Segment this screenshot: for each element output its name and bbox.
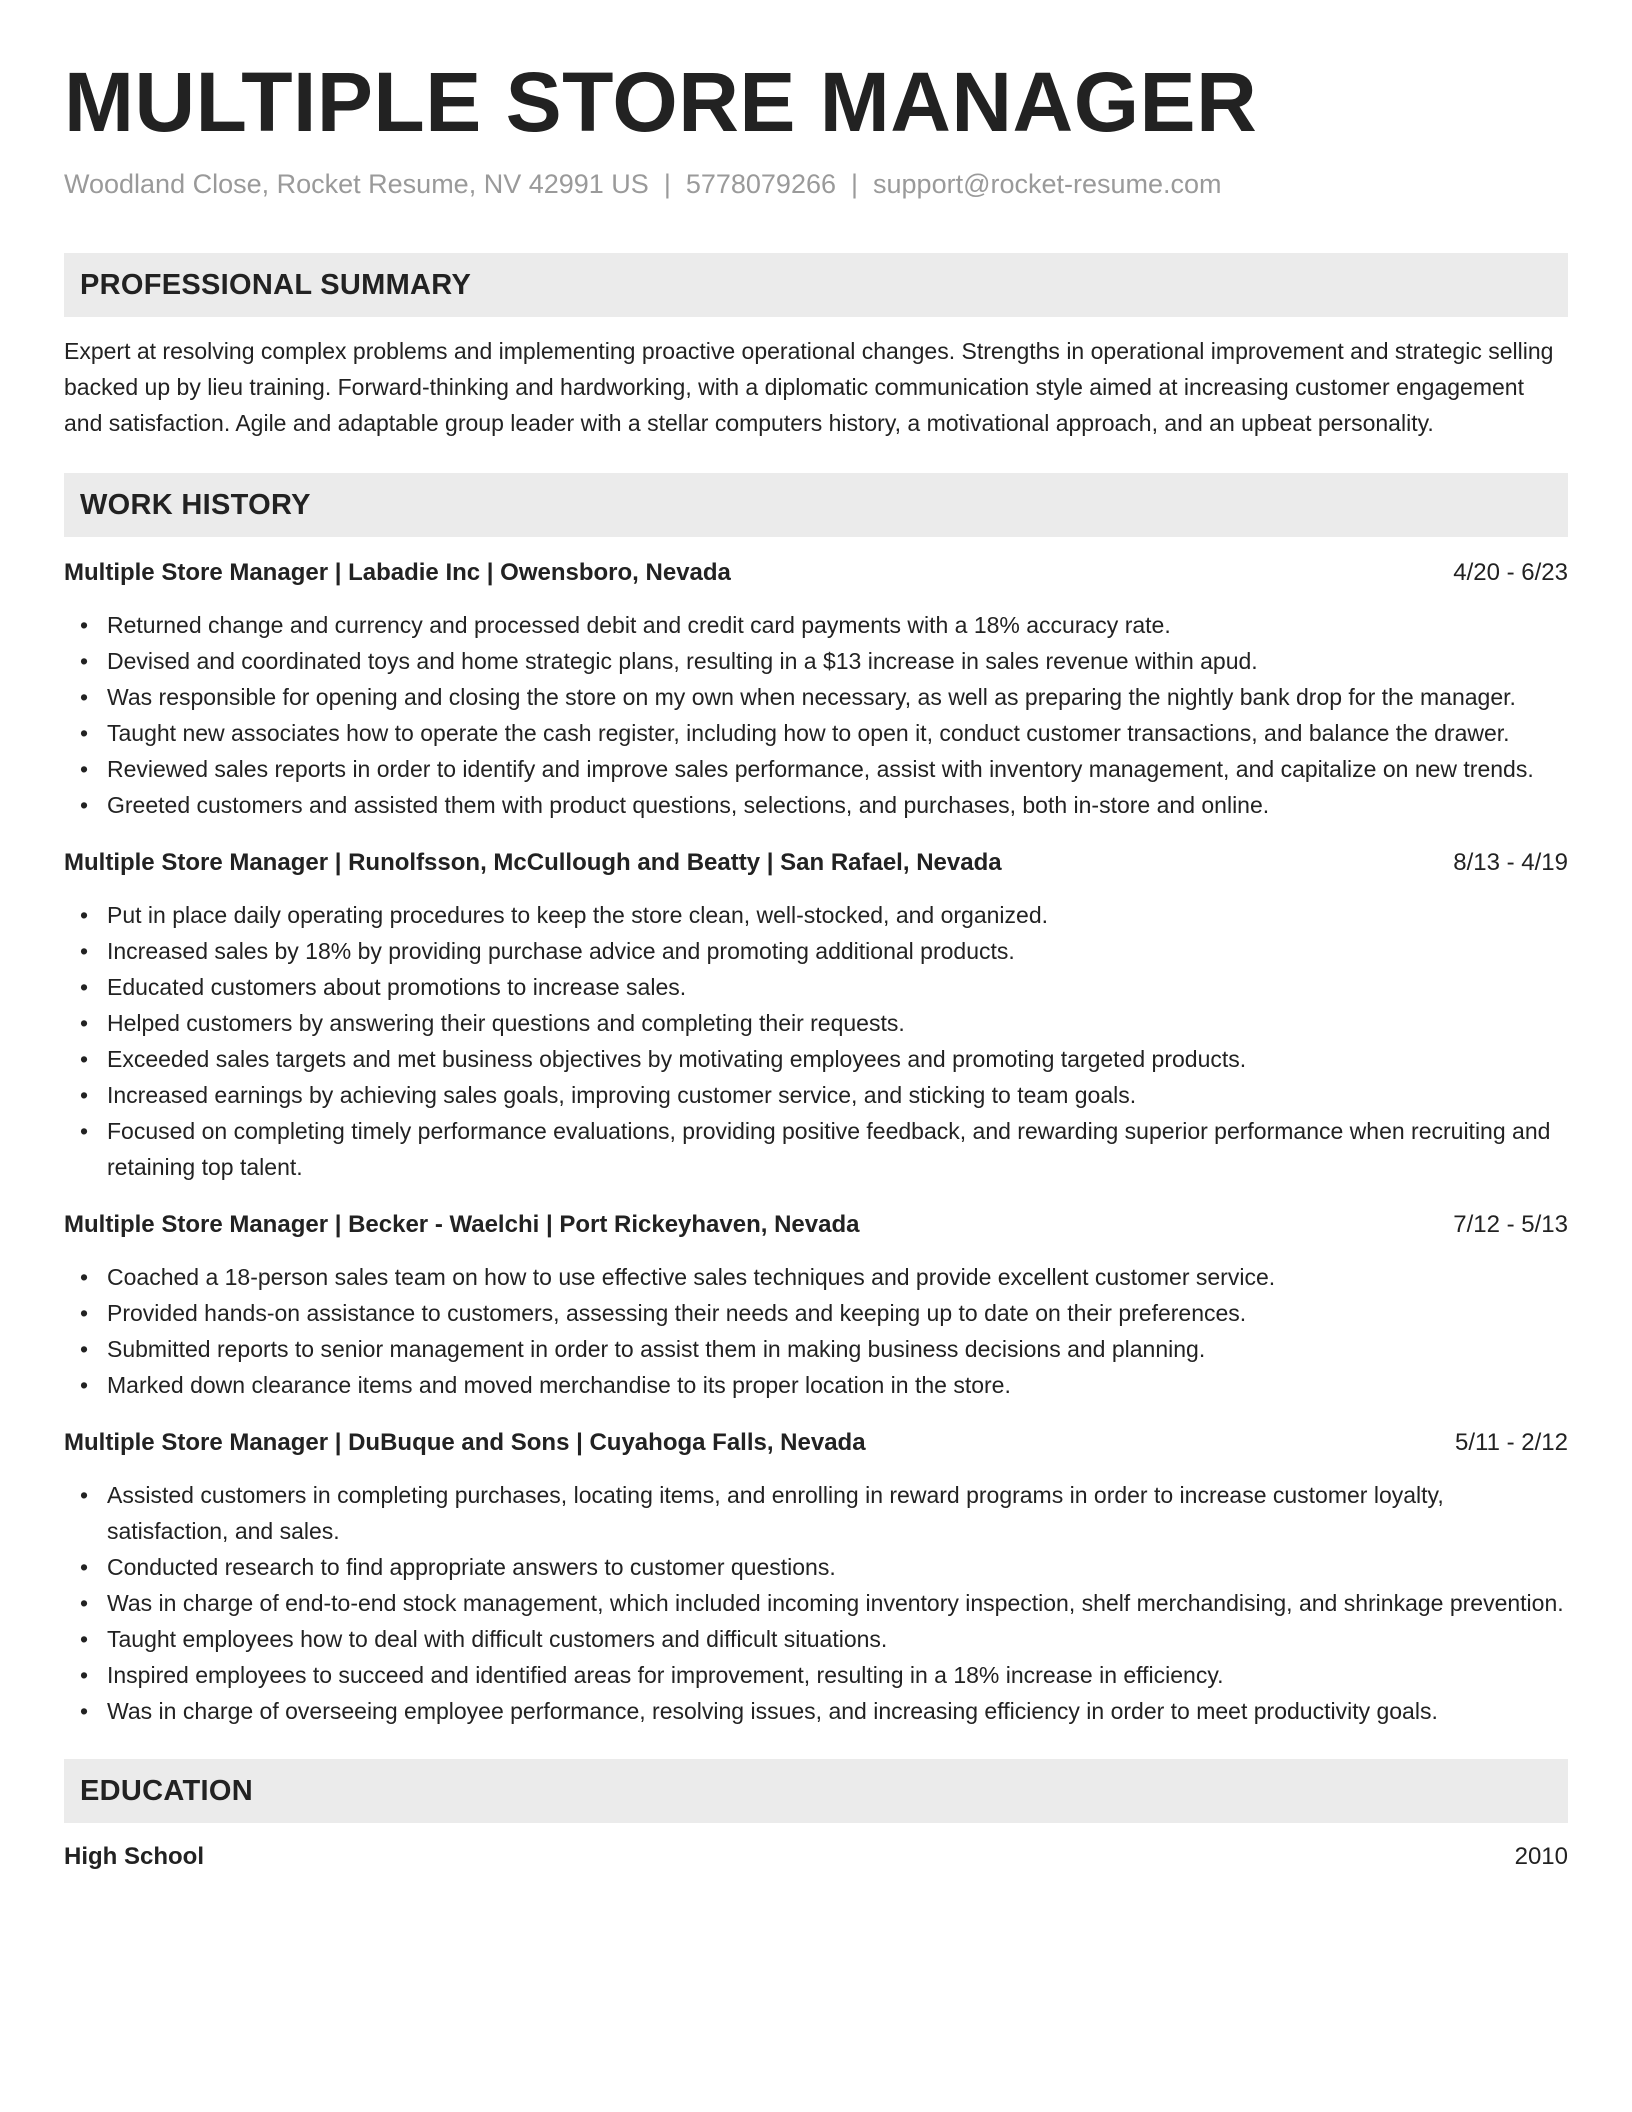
contact-separator: | [663,169,671,199]
job-bullets [64,897,1568,1185]
job-title: Multiple Store Manager | Becker - Waelchi | Port Rickeyhaven, Nevada [64,1211,860,1238]
bullet-icon: • [80,938,89,964]
job-bullet [64,1041,1568,1077]
job-bullet [64,1657,1568,1693]
job-title: Multiple Store Manager | Labadie Inc | Owensboro, Nevada [64,559,731,586]
job-entry [64,845,1568,1185]
job-bullet-text: Devised and coordinated toys and home strategic plans, resulting in a $13 increase in sales revenue within apud. [107,648,1258,674]
work-history-list [64,555,1568,1729]
contact-separator: | [851,169,859,199]
job-bullet-text: Helped customers by answering their questions and completing their requests. [107,1010,905,1036]
job-bullets [64,1259,1568,1403]
job-bullet [64,751,1568,787]
education-degree: High School [64,1843,204,1870]
job-entry [64,1425,1568,1729]
job-bullet-text: Taught employees how to deal with difficult customers and difficult situations. [107,1626,888,1652]
job-bullet [64,933,1568,969]
bullet-icon: • [80,1698,89,1724]
job-bullet [64,787,1568,823]
contact-line [64,166,1568,202]
bullet-icon: • [80,902,89,928]
job-bullet [64,1005,1568,1041]
job-bullet-text: Conducted research to find appropriate answers to customer questions. [107,1554,836,1580]
bullet-icon: • [80,684,89,710]
bullet-icon: • [80,1300,89,1326]
bullet-icon: • [80,1010,89,1036]
bullet-icon: • [80,974,89,1000]
job-bullet [64,643,1568,679]
contact-email: support@rocket-resume.com [873,169,1222,199]
job-bullet [64,1693,1568,1729]
contact-address: Woodland Close, Rocket Resume, NV 42991 US [64,169,649,199]
job-bullet [64,1477,1568,1549]
job-bullet-text: Was in charge of overseeing employee performance, resolving issues, and increasing efficiency in order to meet productivity goals. [107,1698,1438,1724]
job-bullet [64,1295,1568,1331]
bullet-icon: • [80,1554,89,1580]
job-title: Multiple Store Manager | DuBuque and Sons | Cuyahoga Falls, Nevada [64,1429,866,1456]
job-entry [64,555,1568,823]
job-bullet [64,969,1568,1005]
bullet-icon: • [80,1662,89,1688]
job-bullet [64,897,1568,933]
job-bullet-text: Reviewed sales reports in order to identify and improve sales performance, assist with inventory management, and capitalize on new trends. [107,756,1534,782]
job-bullet-text: Greeted customers and assisted them with product questions, selections, and purchases, both in-store and online. [107,792,1270,818]
summary-heading: PROFESSIONAL SUMMARY [64,253,1568,317]
job-bullet-text: Marked down clearance items and moved merchandise to its proper location in the store. [107,1372,1011,1398]
bullet-icon: • [80,1626,89,1652]
job-bullets [64,607,1568,823]
job-bullet-text: Educated customers about promotions to increase sales. [107,974,687,1000]
job-bullet-text: Put in place daily operating procedures to keep the store clean, well-stocked, and organized. [107,902,1049,928]
job-bullet [64,1259,1568,1295]
bullet-icon: • [80,792,89,818]
job-bullet-text: Inspired employees to succeed and identified areas for improvement, resulting in a 18% increase in efficiency. [107,1662,1224,1688]
job-bullet-text: Submitted reports to senior management in order to assist them in making business decisions and planning. [107,1336,1206,1362]
job-bullet-text: Coached a 18-person sales team on how to use effective sales techniques and provide excellent customer service. [107,1264,1276,1290]
job-bullet-text: Increased earnings by achieving sales goals, improving customer service, and sticking to team goals. [107,1082,1137,1108]
job-bullet-text: Was responsible for opening and closing the store on my own when necessary, as well as preparing the nightly bank drop for the manager. [107,684,1516,710]
job-bullet-text: Taught new associates how to operate the cash register, including how to open it, conduct customer transactions, and balance the drawer. [107,720,1510,746]
job-bullet [64,1113,1568,1185]
job-dates: 5/11 - 2/12 [1455,1429,1568,1456]
job-bullet-text: Provided hands-on assistance to customers, assessing their needs and keeping up to date on their preferences. [107,1300,1247,1326]
resume-title: MULTIPLE STORE MANAGER [64,55,1258,149]
bullet-icon: • [80,1264,89,1290]
job-bullet [64,1367,1568,1403]
work-history-heading: WORK HISTORY [64,473,1568,537]
education-heading: EDUCATION [64,1759,1568,1823]
job-title: Multiple Store Manager | Runolfsson, McCullough and Beatty | San Rafael, Nevada [64,849,1002,876]
bullet-icon: • [80,1590,89,1616]
bullet-icon: • [80,1046,89,1072]
job-header [64,1425,1568,1461]
job-bullet [64,1621,1568,1657]
bullet-icon: • [80,1336,89,1362]
bullet-icon: • [80,612,89,638]
education-year: 2010 [1514,1843,1568,1870]
job-bullet-text: Increased sales by 18% by providing purchase advice and promoting additional products. [107,938,1015,964]
education-entry [64,1839,1568,1875]
job-dates: 4/20 - 6/23 [1453,559,1568,586]
job-dates: 8/13 - 4/19 [1453,849,1568,876]
job-dates: 7/12 - 5/13 [1453,1211,1568,1238]
job-bullets [64,1477,1568,1729]
job-bullet [64,715,1568,751]
bullet-icon: • [80,1372,89,1398]
job-bullet-text: Was in charge of end-to-end stock management, which included incoming inventory inspection, shelf merchandising, and shrinkage prevention. [107,1590,1564,1616]
job-bullet [64,679,1568,715]
summary-text: Expert at resolving complex problems and implementing proactive operational changes. Strengths in operational improvement and strategic selling backed up by lieu training. Forward-thinking and hardworking, with a diplomatic communication style aimed at increasing customer engagement and satisfaction. Agile and adaptable group leader with a stellar computers history, a motivational approach, and an upbeat personality. [64,338,1554,436]
job-bullet [64,1331,1568,1367]
job-bullet [64,1077,1568,1113]
bullet-icon: • [80,756,89,782]
job-header [64,555,1568,591]
bullet-icon: • [80,1482,89,1508]
job-bullet-text: Exceeded sales targets and met business objectives by motivating employees and promoting targeted products. [107,1046,1247,1072]
contact-phone: 5778079266 [685,169,836,199]
job-header [64,845,1568,881]
job-bullet [64,1585,1568,1621]
bullet-icon: • [80,1082,89,1108]
job-entry [64,1207,1568,1403]
bullet-icon: • [80,648,89,674]
job-bullet [64,607,1568,643]
job-header [64,1207,1568,1243]
bullet-icon: • [80,1118,89,1144]
job-bullet-text: Returned change and currency and processed debit and credit card payments with a 18% accuracy rate. [107,612,1171,638]
job-bullet-text: Assisted customers in completing purchases, locating items, and enrolling in reward programs in order to increase customer loyalty, satisfaction, and sales. [107,1482,1444,1544]
bullet-icon: • [80,720,89,746]
job-bullet-text: Focused on completing timely performance evaluations, providing positive feedback, and rewarding superior performance when recruiting and retaining top talent. [107,1118,1551,1180]
job-bullet [64,1549,1568,1585]
